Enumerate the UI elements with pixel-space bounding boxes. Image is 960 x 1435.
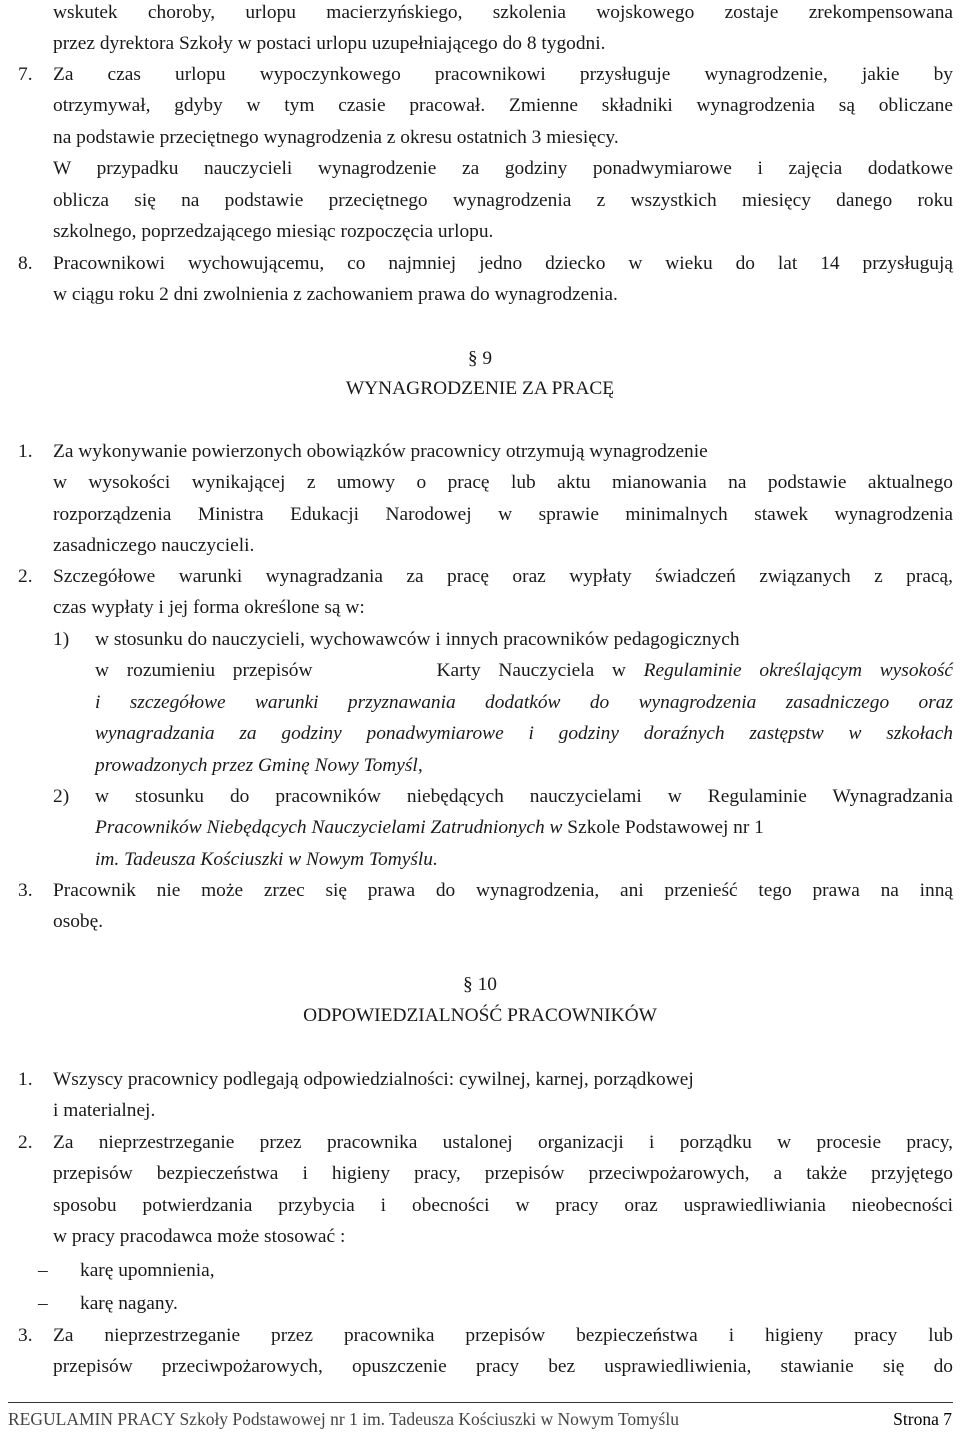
text-line: w pracy pracodawca może stosować : [53,1226,346,1248]
text-line: Za nieprzestrzeganie przez pracownika przepisów bezpieczeństwa i higieny pracy lub [53,1325,953,1346]
item-number: 1. [18,1069,33,1090]
text-line: na podstawie przeciętnego wynagrodzenia z okresu ostatnich 3 miesięcy. [53,126,619,148]
text-line: otrzymywał, gdyby w tym czasie pracował. Zmienne składniki wynagrodzenia są obliczane [53,95,953,117]
text-line: przepisów bezpieczeństwa i higieny pracy, przepisów przeciwpożarowych, a także przyjętego [53,1163,953,1185]
text-line: W przypadku nauczycieli wynagrodzenie za godziny ponadwymiarowe i zajęcia dodatkowe [53,158,953,180]
text-line: zasadniczego nauczycieli. [53,535,255,557]
text-segment: w rozumieniu przepisów Karty Nauczyciela w [95,660,644,682]
text-line: w wysokości wynikającej z umowy o pracę lub aktu mianowania na podstawie aktualnego [53,472,953,494]
item-number: 2. [18,566,33,587]
text-segment: Szkole Podstawowej nr 1 [562,817,764,839]
dash-bullet-icon: – [38,1260,48,1281]
footer-divider [8,1402,953,1403]
section-9-number [0,343,960,374]
text-line: szkolnego, poprzedzającego miesiąc rozpoczęcia urlopu. [53,221,494,243]
text-line-italic: im. Tadeusza Kościuszki w Nowym Tomyślu. [95,848,438,870]
sub-item-number: 2) [53,786,70,807]
text-line: przepisów przeciwpożarowych, opuszczenie pracy bez usprawiedliwienia, stawianie się do [53,1356,953,1378]
item-number: 2. [18,1132,33,1153]
section-9-item-2-sub-2 [53,781,953,875]
sub-item-number: 1) [53,629,70,650]
item-number: 7. [18,64,33,85]
section-number: 10 [477,974,497,995]
item-number: 8. [18,253,33,274]
section-sign-icon: § [463,974,473,995]
text-line: przez dyrektora Szkoły w postaci urlopu uzupełniającego do 8 tygodni. [53,33,606,55]
section-9-item-3 [18,875,953,938]
text-line [95,812,953,843]
text-line: Pracownikowi wychowującemu, co najmniej jedno dziecko w wieku do lat 14 przysługują [53,253,953,274]
item-number: 3. [18,880,33,901]
text-line: w stosunku do pracowników niebędących nauczycielami w Regulaminie Wynagradzania [95,786,953,807]
section-number: 9 [482,348,493,369]
section-10-number [0,969,960,1000]
text-line [95,655,953,686]
section-sign-icon: § [467,348,478,369]
text-line: Za nieprzestrzeganie przez pracownika ustalonej organizacji i porządku w procesie pracy, [53,1132,953,1153]
section-10-item-3 [18,1320,953,1383]
dash-list-item [38,1288,178,1319]
text-line: rozporządzenia Ministra Edukacji Narodowej w sprawie minimalnych stawek wynagrodzenia [53,503,953,525]
item-number: 3. [18,1325,33,1346]
list-item-7 [18,59,953,247]
text-line: Za wykonywanie powierzonych obowiązków pracownicy otrzymują wynagrodzenie [53,441,708,462]
section-9-item-2 [18,561,953,624]
text-segment-italic: Regulaminie określającym wysokość [643,660,953,682]
footer-page-number: Strona 7 [893,1409,952,1429]
dash-list-item [38,1255,215,1286]
text-line: Wszyscy pracownicy podlegają odpowiedzialności: cywilnej, karnej, porządkowej [53,1069,694,1090]
dash-item-text: karę upomnienia, [80,1260,215,1281]
text-line: i materialnej. [53,1100,156,1122]
section-9-title: WYNAGRODZENIE ZA PRACĘ [345,378,615,399]
text-line-italic: prowadzonych przez Gminę Nowy Tomyśl, [95,754,423,776]
item-number: 1. [18,441,33,462]
text-line: w ciągu roku 2 dni zwolnienia z zachowaniem prawa do wynagrodzenia. [53,284,618,306]
text-segment-italic: Pracowników Niebędących Nauczycielami Zatrudnionych w [95,817,563,839]
text-line: Pracownik nie może zrzec się prawa do wynagrodzenia, ani przenieść tego prawa na inną [53,880,953,901]
dash-bullet-icon: – [38,1293,48,1314]
list-item-8 [18,248,953,311]
text-line: sposobu potwierdzania przybycia i obecności w pracy oraz usprawiedliwiania nieobecności [53,1194,953,1216]
text-line: osobę. [53,911,104,933]
section-10-item-2 [18,1127,953,1253]
text-line: czas wypłaty i jej forma określone są w: [53,597,365,619]
text-line: wskutek choroby, urlopu macierzyńskiego, szkolenia wojskowego zostaje zrekompensowana [53,2,953,23]
text-line: w stosunku do nauczycieli, wychowawców i innych pracowników pedagogicznych [95,629,740,650]
dash-item-text: karę nagany. [80,1293,178,1314]
footer-document-title: REGULAMIN PRACY Szkoły Podstawowej nr 1 im. Tadeusza Kościuszki w Nowym Tomyślu [8,1409,679,1429]
section-9-item-2-sub-1 [53,624,953,781]
section-10-item-1 [18,1064,953,1127]
text-line-italic: i szczegółowe warunki przyznawania dodatków do wynagrodzenia zasadniczego oraz [95,691,953,713]
text-line: Szczegółowe warunki wynagradzania za pracę oraz wypłaty świadczeń związanych z pracą, [53,566,953,587]
text-line: oblicza się na podstawie przeciętnego wynagrodzenia z wszystkich miesięcy danego roku [53,189,953,211]
text-line: Za czas urlopu wypoczynkowego pracownikowi przysługuje wynagrodzenie, jakie by [53,64,953,85]
section-10-title: ODPOWIEDZIALNOŚĆ PRACOWNIKÓW [303,1005,657,1026]
text-line-italic: wynagradzania za godziny ponadwymiarowe i godziny doraźnych zastępstw w szkołach [95,723,953,745]
previous-item-continuation [18,0,953,60]
section-9-item-1 [18,436,953,562]
